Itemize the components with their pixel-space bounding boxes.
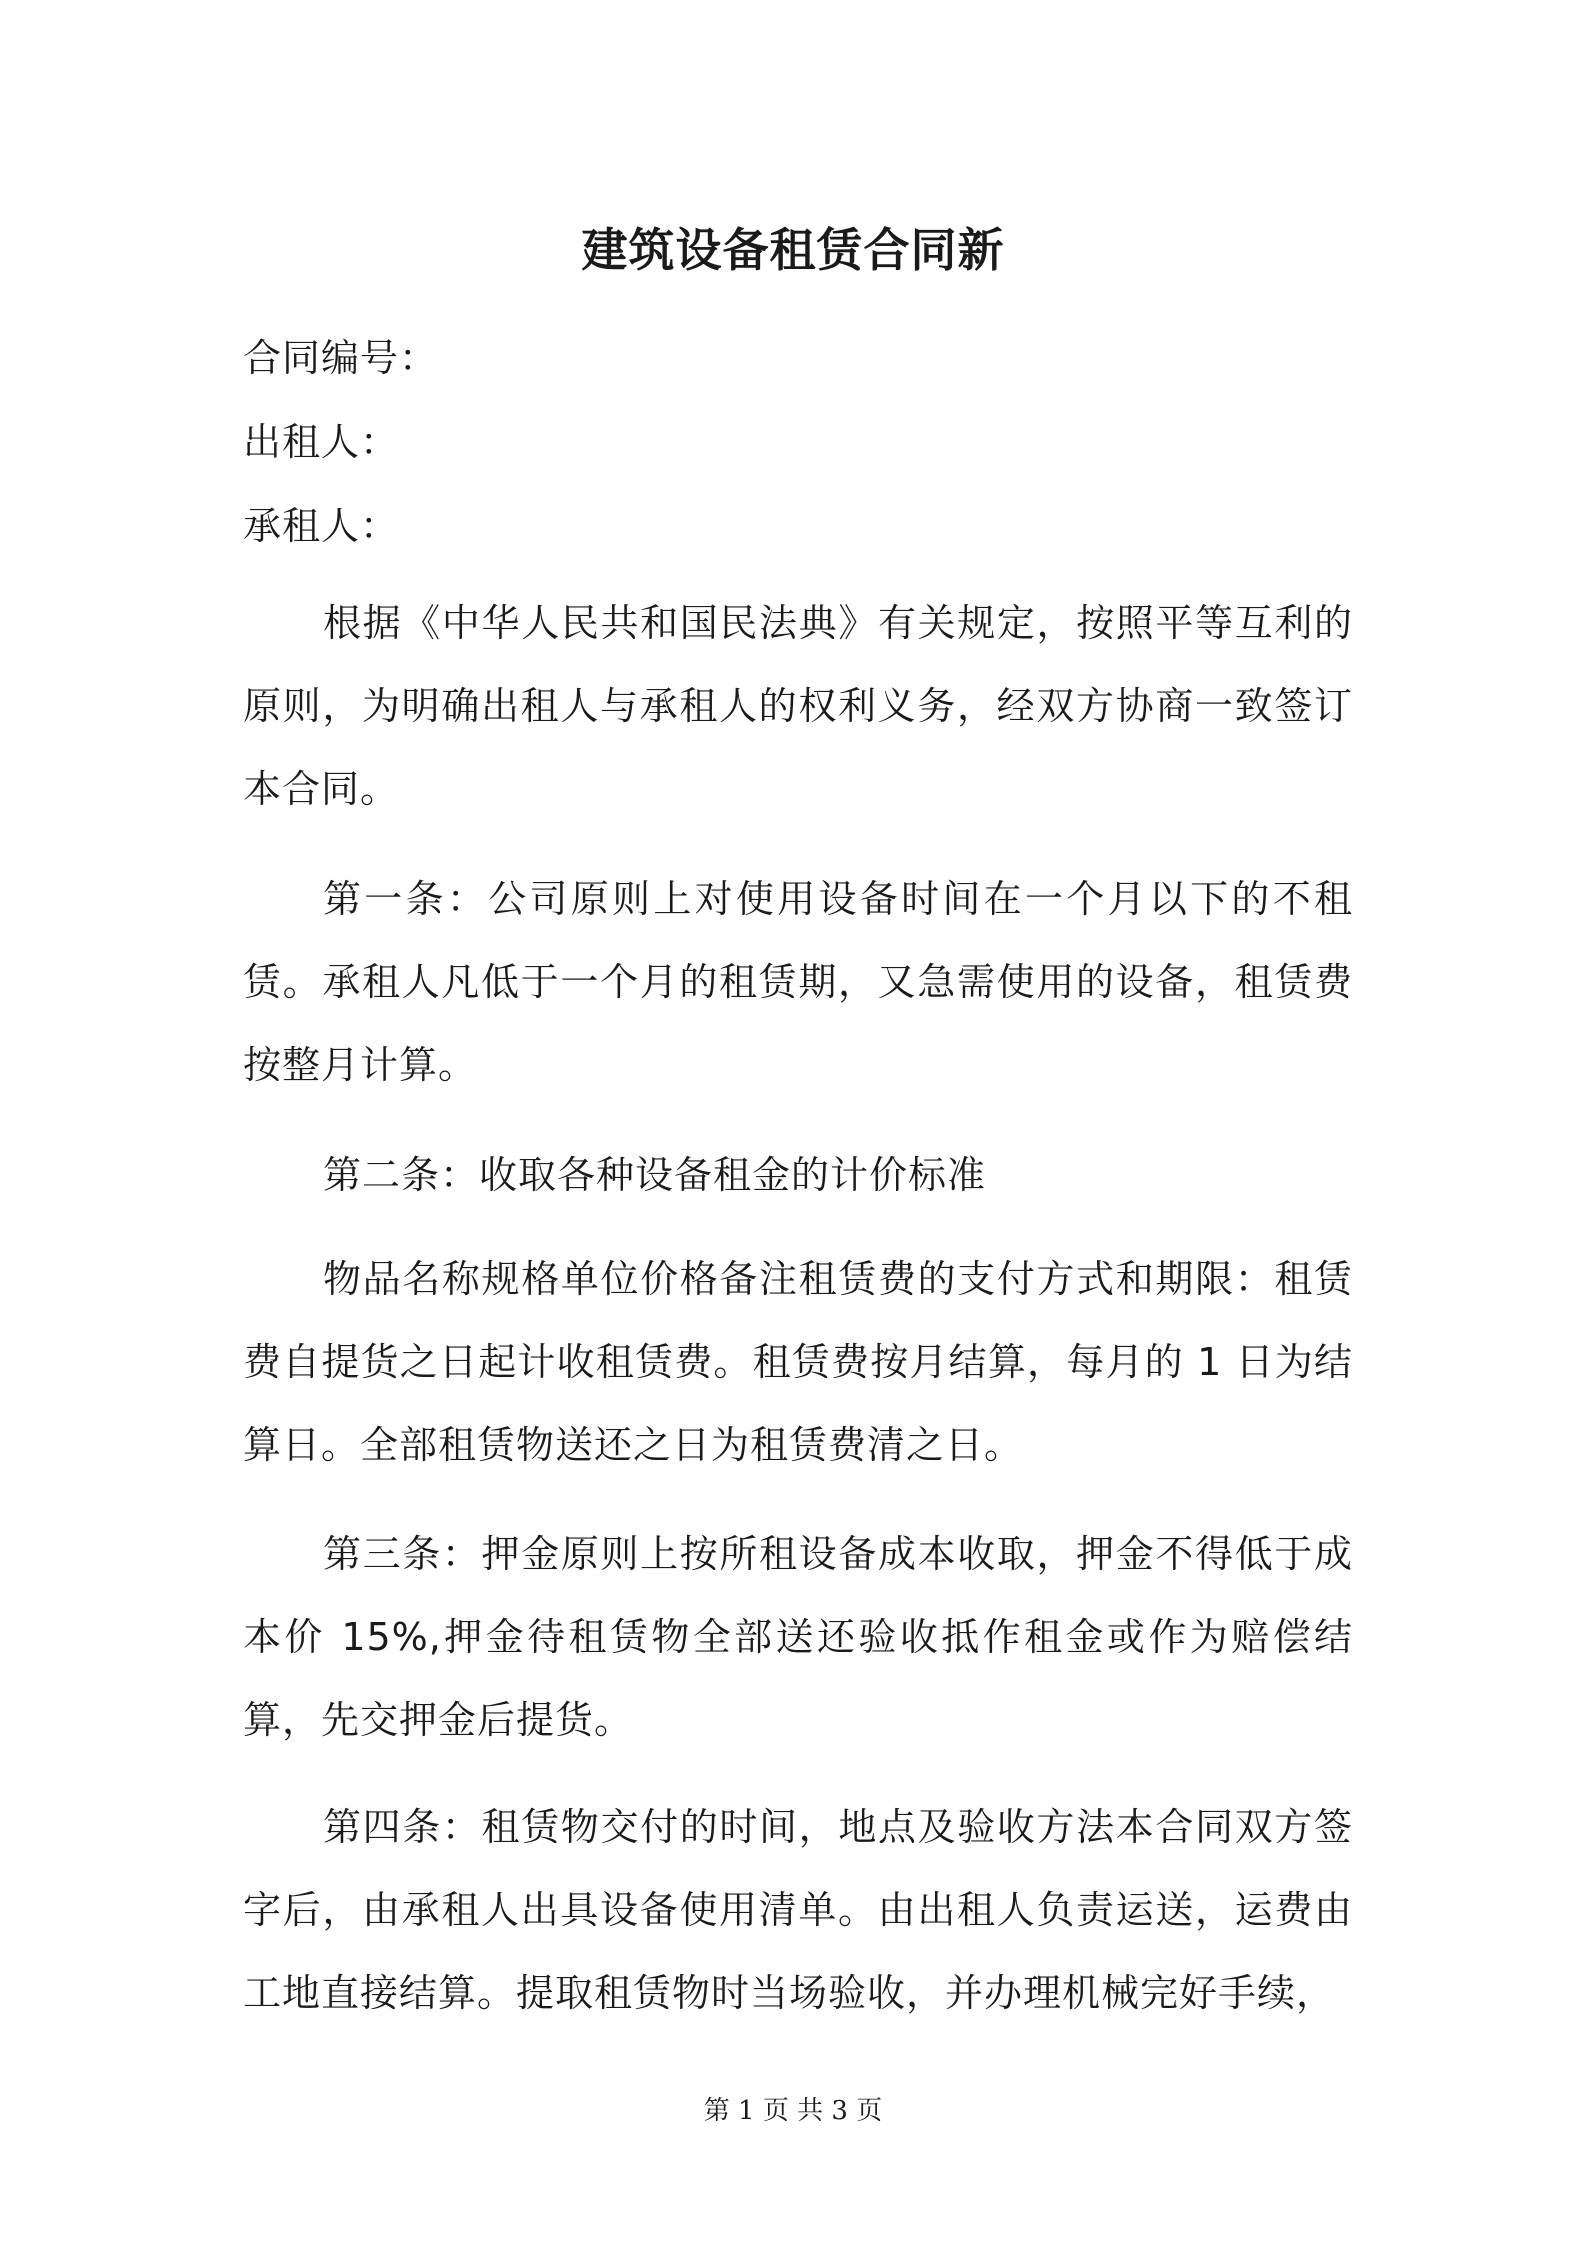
preamble-paragraph: 根据《中华人民共和国民法典》有关规定，按照平等互利的原则，为明确出租人与承租人的权利义务，经双方协商一致签订本合同。: [243, 601, 1353, 811]
lessor-field: 出租人：: [243, 420, 400, 464]
payment-terms-paragraph: 物品名称规格单位价格备注租赁费的支付方式和期限：租赁费自提货之日起计收租赁费。租赁费按月结算，每月的 1 日为结算日。全部租赁物送还之日为租赁费清之日。: [243, 1257, 1353, 1467]
article-3-paragraph: 第三条：押金原则上按所租设备成本收取，押金不得低于成本价 15%,押金待租赁物全部送还验收抵作租金或作为赔偿结算，先交押金后提货。: [243, 1532, 1353, 1742]
lessee-field: 承租人：: [243, 504, 400, 548]
article-2-paragraph: 第二条：收取各种设备租金的计价标准: [323, 1153, 987, 1197]
article-4-paragraph: 第四条：租赁物交付的时间，地点及验收方法本合同双方签字后，由承租人出具设备使用清单。由出租人负责运送，运费由工地直接结算。提取租赁物时当场验收，并办理机械完好手续，: [243, 1805, 1353, 2015]
article-1-paragraph: 第一条：公司原则上对使用设备时间在一个月以下的不租赁。承租人凡低于一个月的租赁期，又急需使用的设备，租赁费按整月计算。: [243, 877, 1353, 1087]
page-number-footer: 第 1 页 共 3 页: [703, 2096, 883, 2126]
contract-number-field: 合同编号：: [243, 336, 439, 380]
document-title: 建筑设备租赁合同新: [581, 223, 1005, 277]
